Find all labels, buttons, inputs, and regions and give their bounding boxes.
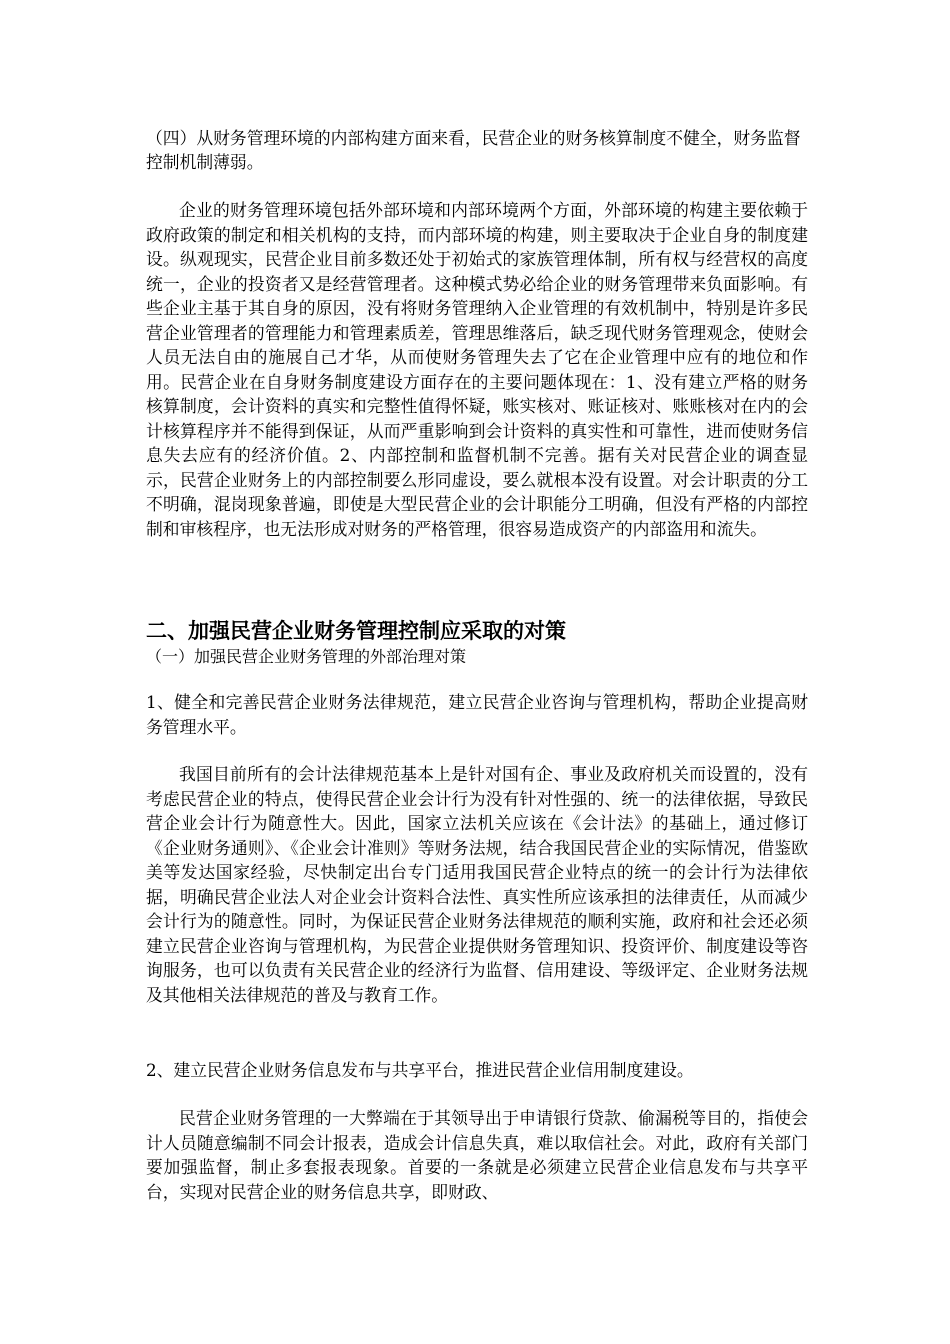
item-2-heading: 2、建立民营企业财务信息发布与共享平台，推进民营企业信用制度建设。 <box>146 1060 694 1080</box>
paragraph-2-text: 我国目前所有的会计法律规范基本上是针对国有企、事业及政府机关而设置的，没有考虑民营企业的特点，使得民营企业会计行为没有针对性强的、统一的法律依据，导致民营企业会计行为随意性大。因此，国家立法机关应该在《会计法》的基础上，通过修订《企业财务通则》、《企业会计准则》等财务法规，结合我国民营企业的实际情况，借鉴欧美等发达国家经验，尽快制定出台专门适用我国民营企业特点的统一的会计行为法律依据，明确民营企业法人对企业会计资料合法性、真实性所应该承担的法律责任，从而减少会计行为的随意性。同时，为保证民营企业财务法律规范的顺利实施，政府和社会还必须建立民营企业咨询与管理机构，为民营企业提供财务管理知识、投资评价、制度建设等咨询服务，也可以负责有关民营企业的经济行为监督、信用建设、等级评定、企业财务法规及其他相关法律规范的普及与教育工作。 <box>146 764 808 1005</box>
subsection-1-heading: （一）加强民营企业财务管理的外部治理对策 <box>146 647 467 666</box>
section-4-heading: （四）从财务管理环境的内部构建方面来看，民营企业的财务核算制度不健全，财务监督控制机制薄弱。 <box>146 128 801 172</box>
item-2-heading-block <box>146 1058 808 1083</box>
item-1-heading: 1、健全和完善民营企业财务法律规范，建立民营企业咨询与管理机构，帮助企业提高财务管理水平。 <box>146 692 808 737</box>
paragraph-1-text: 企业的财务管理环境包括外部环境和内部环境两个方面，外部环境的构建主要依赖于政府政策的制定和相关机构的支持，而内部环境的构建，则主要取决于企业自身的制度建设。纵观现实，民营企业目前多数还处于初始式的家族管理体制，所有权与经营权的高度统一，企业的投资者又是经营管理者。这种模式势必给企业的财务管理带来负面影响。有些企业主基于其自身的原因，没有将财务管理纳入企业管理的有效机制中，特别是许多民营企业管理者的管理能力和管理素质差，管理思维落后，缺乏现代财务管理观念，使财会人员无法自由的施展自己才华，从而使财务管理失去了它在企业管理中应有的地位和作用。民营企业在自身财务制度建设方面存在的主要问题体现在：1、没有建立严格的财务核算制度，会计资料的真实和完整性值得怀疑，账实核对、账证核对、账账核对在内的会计核算程序并不能得到保证，从而严重影响到会计资料的真实性和可靠性，进而使财务信息失去应有的经济价值。2、内部控制和监督机制不完善。据有关对民营企业的调查显示，民营企业财务上的内部控制要么形同虚设，要么就根本没有设置。对会计职责的分工不明确，混岗现象普遍，即使是大型民营企业的会计职能分工明确，但没有严格的内部控制和审核程序，也无法形成对财务的严格管理，很容易造成资产的内部盗用和流失。 <box>146 200 808 539</box>
paragraph-3-text: 民营企业财务管理的一大弊端在于其领导出于申请银行贷款、偷漏税等目的，指使会计人员随意编制不同会计报表，造成会计信息失真，难以取信社会。对此，政府有关部门要加强监督，制止多套报表现象。首要的一条就是必须建立民营企业信息发布与共享平台，实现对民营企业的财务信息共享，即财政、 <box>146 1108 808 1202</box>
paragraph-1 <box>146 198 808 541</box>
item-1-heading-block <box>146 690 808 739</box>
paragraph-3 <box>146 1106 808 1204</box>
paragraph-2 <box>146 762 808 1007</box>
section-2-heading: 二、加强民营企业财务管理控制应采取的对策 <box>146 619 566 643</box>
